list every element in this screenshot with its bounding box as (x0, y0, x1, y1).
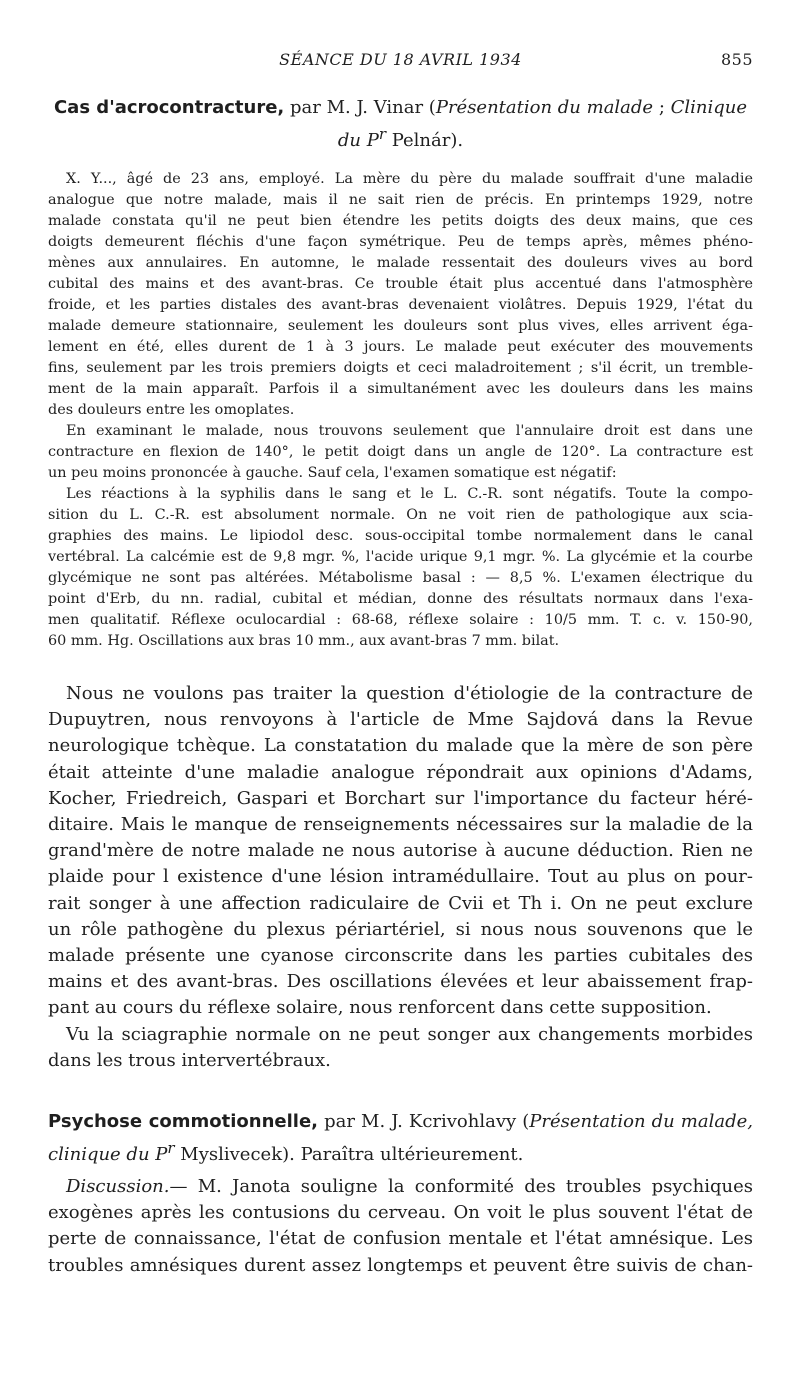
case-line: malade demeure stationnaire, seulement les douleurs sont plus vives, elles arrivent éga- (48, 318, 753, 334)
article1-title-end: Pelnár). (386, 130, 464, 151)
discussion2-line: — M. Janota souligne la conformité des troubles psychiques (169, 1176, 753, 1197)
discussion-line: neurologique tchèque. La constatation du malade que la mère de son père (48, 735, 753, 757)
discussion-line: pant au cours du réflexe solaire, nous renforcent dans cette supposition. (48, 997, 712, 1019)
discussion-line: plaide pour l existence d'une lésion intramédullaire. Tout au plus on pour- (48, 866, 753, 888)
lab-line: vertébral. La calcémie est de 9,8 mgr. %, l'acide urique 9,1 mgr. %. La glycémie et la courbe (48, 549, 753, 565)
case-line: analogue que notre malade, mais il ne sait rien de précis. En printemps 1929, notre (48, 192, 753, 208)
discussion-line: un rôle pathogène du plexus périartériel, si nous nous souvenons que le (48, 918, 753, 940)
discussion2-line: perte de connaissance, l'état de confusion mentale et l'état amnésique. Les (48, 1228, 753, 1250)
exam-line: un peu moins prononcée à gauche. Sauf cela, l'examen somatique est négatif: (48, 465, 617, 481)
conclusion-line: dans les trous intervertébraux. (48, 1049, 331, 1071)
case-line: ment de la main apparaît. Parfois il a simultanément avec les douleurs dans les mains (48, 381, 753, 397)
discussion-line: ditaire. Mais le manque de renseignements nécessaires sur la maladie de la (48, 814, 753, 836)
case-line: froide, et les parties distales des avant-bras devenaient violâtres. Depuis 1929, l'état du (48, 297, 753, 313)
article1-title-it2: Clinique du P (337, 97, 748, 151)
case-line: cubital des mains et des avant-bras. Ce trouble était plus accentué dans l'atmosphère (48, 276, 753, 292)
discussion-line: grand'mère de notre malade ne nous autorise à aucune déduction. Rien ne (48, 840, 753, 862)
case-line: X. Y..., âgé de 23 ans, employé. La mère du père du malade souffrait d'une maladie (66, 171, 753, 187)
article2-discussion (48, 1174, 753, 1279)
case-line: lement en été, elles durent de 1 à 3 jours. Le malade peut exécuter des mouvements (48, 339, 753, 355)
running-title: SÉANCE DU 18 AVRIL 1934 (279, 50, 522, 69)
article1-title-it1: Présentation du malade (435, 97, 654, 118)
article1-title-mid: ; (653, 97, 671, 118)
article2-title-it1: Présentation du malade, clinique du P (48, 1111, 753, 1165)
discussion-line: était atteinte d'une maladie analogue répondrait aux opinions d'Adams, (48, 761, 753, 783)
lab-line: glycémique ne sont pas altérées. Métabolisme basal : — 8,5 %. L'examen électrique du (48, 570, 753, 586)
article2-title-end: Myslivecek). Paraîtra ultérieurement. (174, 1144, 524, 1165)
discussion2-line: exogènes après les contusions du cerveau. On voit le plus souvent l'état de (48, 1202, 753, 1224)
article2-title-rest: par M. J. Kcrivohlavy ( (318, 1111, 530, 1132)
lab-line: graphies des mains. Le lipiodol desc. sous-occipital tombe normalement dans le canal (48, 528, 753, 544)
discussion-line: mains et des avant-bras. Des oscillations élevées et leur abaissement frap- (48, 971, 753, 993)
lab-line: point d'Erb, du nn. radial, cubital et médian, donne des résultats normaux dans l'exa- (48, 591, 753, 607)
discussion-line: Dupuytren, nous renvoyons à l'article de Mme Sajdová dans la Revue (48, 709, 753, 731)
discussion-line: malade présente une cyanose circonscrite dans les parties cubitales des (48, 945, 753, 967)
page-number: 855 (720, 50, 753, 69)
article1-title (48, 94, 753, 154)
lab-line: Les réactions à la syphilis dans le sang et le L. C.-R. sont négatifs. Toute la compo- (66, 486, 753, 502)
article1-title-bold: Cas d'acrocontracture, (53, 97, 285, 118)
case-line: mènes aux annulaires. En automne, le malade ressentait des douleurs vives au bord (48, 255, 753, 271)
exam-line: contracture en flexion de 140°, le petit doigt dans un angle de 120°. La contracture est (48, 444, 753, 460)
discussion2-line: troubles amnésiques durent assez longtemps et peuvent être suivis de chan- (48, 1254, 753, 1276)
case-line: des douleurs entre les omoplates. (48, 402, 295, 418)
lab-line: 60 mm. Hg. Oscillations aux bras 10 mm., aux avant-bras 7 mm. bilat. (48, 633, 560, 649)
article2-title-bold: Psychose commotionnelle, (48, 1111, 318, 1132)
case-line: malade constata qu'il ne peut bien étendre les petits doigts des deux mains, que ces (48, 213, 753, 229)
case-line: fins, seulement par les trois premiers doigts et ceci maladroitement ; s'il écrit, un tremble- (48, 360, 753, 376)
article1-discussion (48, 681, 753, 1074)
case-line: doigts demeurent fléchis d'une façon symétrique. Peu de temps après, mêmes phéno- (48, 234, 753, 250)
lab-line: sition du L. C.-R. est absolument normale. On ne voit rien de pathologique aux scia- (48, 507, 753, 523)
article2-title-sup: r (167, 1139, 175, 1157)
running-head (48, 50, 753, 74)
article2-title (48, 1108, 753, 1168)
article1-title-sup: r (378, 125, 386, 143)
discussion-line: Kocher, Friedreich, Gaspari et Borchart sur l'importance du facteur héré- (48, 787, 753, 809)
discussion2-first-line (48, 1174, 753, 1200)
exam-line: En examinant le malade, nous trouvons seulement que l'annulaire droit est dans une (66, 423, 753, 439)
lab-line: men qualitatif. Réflexe oculocardial : 68-68, réflexe solaire : 10/5 mm. T. c. v. 150-90, (48, 612, 753, 628)
article1-title-rest: par M. J. Vinar ( (284, 97, 436, 118)
discussion-label: Discussion. (66, 1176, 170, 1197)
discussion-line: rait songer à une affection radiculaire de Cvii et Th i. On ne peut exclure (48, 892, 753, 914)
case-description (48, 169, 753, 652)
conclusion-line: Vu la sciagraphie normale on ne peut songer aux changements morbides (66, 1023, 753, 1045)
discussion-line: Nous ne voulons pas traiter la question d'étiologie de la contracture de (66, 683, 753, 704)
